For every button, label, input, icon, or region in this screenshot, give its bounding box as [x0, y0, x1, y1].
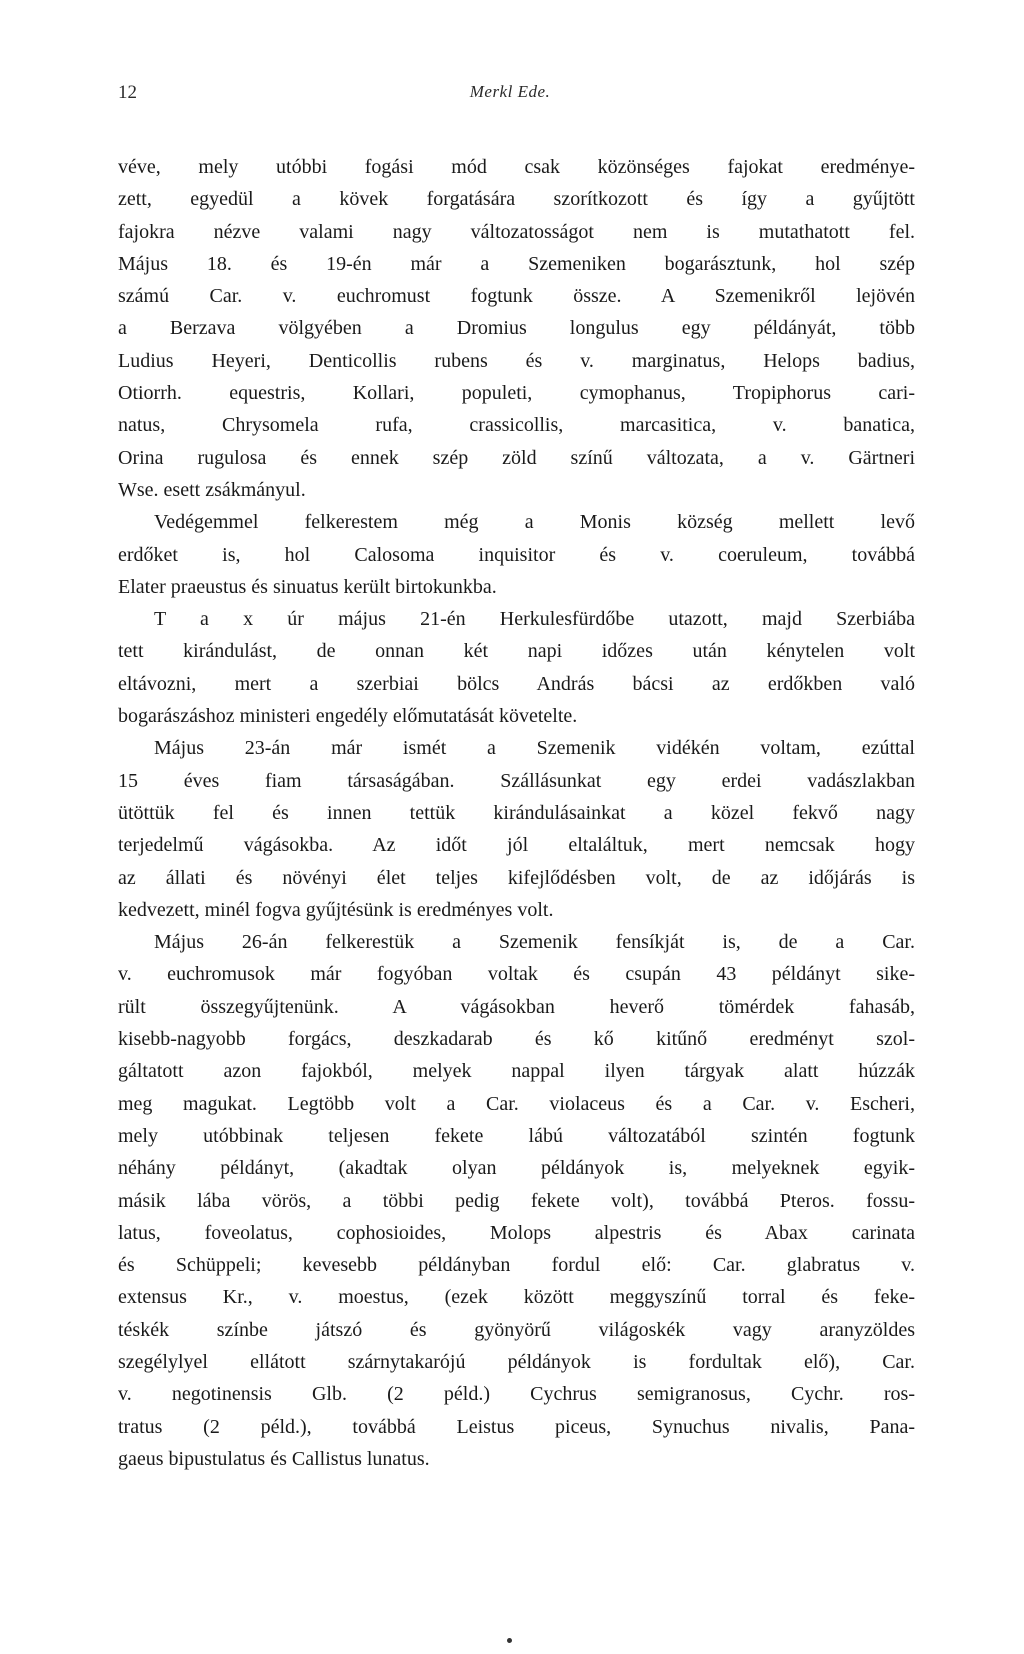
text-line: Orina rugulosa és ennek szép zöld színű változata, a v. Gärtneri — [118, 446, 915, 469]
text-line: v. negotinensis Glb. (2 péld.) Cychrus semigranosus, Cychr. ros- — [118, 1383, 915, 1406]
text-line: meg magukat. Legtöbb volt a Car. violaceus és a Car. v. Escheri, — [118, 1092, 915, 1115]
print-speck — [507, 1638, 512, 1643]
text-line: másik lába vörös, a többi pedig fekete volt), továbbá Pteros. fossu- — [118, 1189, 915, 1212]
text-line: Ludius Heyeri, Denticollis rubens és v. marginatus, Helops badius, — [118, 349, 915, 372]
text-line: terjedelmű vágásokba. Az időt jól eltaláltuk, mert nemcsak hogy — [118, 834, 915, 857]
text-line: kisebb-nagyobb forgács, deszkadarab és kő kitűnő eredményt szol- — [118, 1028, 915, 1051]
text-line: a Berzava völgyében a Dromius longulus egy példányát, több — [118, 317, 915, 340]
text-line: natus, Chrysomela rufa, crassicollis, marcasitica, v. banatica, — [118, 414, 915, 437]
text-line: gaeus bipustulatus és Callistus lunatus. — [118, 1447, 430, 1470]
text-line: zett, egyedül a kövek forgatására szorítkozott és így a gyűjtött — [118, 188, 915, 211]
text-line: bogarászáshoz ministeri engedély előmutatását követelte. — [118, 705, 578, 728]
text-line: számú Car. v. euchromust fogtunk össze. A Szemenikről lejövén — [118, 285, 915, 308]
text-line: v. euchromusok már fogyóban voltak és csupán 43 példányt sike- — [118, 963, 915, 986]
text-line: gáltatott azon fajokból, melyek nappal ilyen tárgyak alatt húzzák — [118, 1060, 915, 1083]
text-line: latus, foveolatus, cophosioides, Molops alpestris és Abax carinata — [118, 1221, 915, 1244]
text-line: és Schüppeli; kevesebb példányban fordul elő: Car. glabratus v. — [118, 1254, 915, 1277]
text-line: T a x úr május 21-én Herkulesfürdőbe utazott, majd Szerbiába — [154, 608, 915, 631]
text-line: Május 23-án már ismét a Szemenik vidékén voltam, ezúttal — [154, 737, 915, 760]
text-line: Vedégemmel felkerestem még a Monis község mellett levő — [154, 511, 915, 534]
text-line: szegélylyel ellátott szárnytakarójú példányok is fordultak elő), Car. — [118, 1350, 915, 1373]
text-line: téskék színbe játszó és gyönyörű világoskék vagy aranyzöldes — [118, 1318, 915, 1341]
text-line: véve, mely utóbbi fogási mód csak közönséges fajokat eredménye- — [118, 156, 915, 178]
text-line: kedvezett, minél fogva gyűjtésünk is eredményes volt. — [118, 898, 554, 921]
page-number: 12 — [118, 82, 137, 103]
text-line: 15 éves fiam társaságában. Szállásunkat egy erdei vadászlakban — [118, 769, 915, 792]
text-line: néhány példányt, (akadtak olyan példányok is, melyeknek egyik- — [118, 1157, 915, 1180]
text-line: Elater praeustus és sinuatus került birtokunkba. — [118, 575, 497, 598]
running-head — [118, 82, 902, 112]
body-text — [118, 151, 915, 1475]
text-line: Otiorrh. equestris, Kollari, populeti, cymophanus, Tropiphorus cari- — [118, 382, 915, 405]
text-line: ütöttük fel és innen tettük kirándulásainkat a közel fekvő nagy — [118, 801, 915, 824]
text-line: tett kirándulást, de onnan két napi időzes után kénytelen volt — [118, 640, 915, 663]
text-line: Május 18. és 19-én már a Szemeniken bogarásztunk, hol szép — [118, 252, 915, 275]
text-line: az állati és növényi élet teljes kifejlődésben volt, de az időjárás is — [118, 866, 915, 889]
text-line: Wse. esett zsákmányul. — [118, 478, 306, 501]
text-line: extensus Kr., v. moestus, (ezek között meggyszínű torral és feke- — [118, 1286, 915, 1309]
text-line: erdőket is, hol Calosoma inquisitor és v. coeruleum, továbbá — [118, 543, 915, 566]
text-line: Május 26-án felkerestük a Szemenik fensíkját is, de a Car. — [154, 931, 915, 954]
running-title: Merkl Ede. — [469, 82, 551, 101]
text-line: eltávozni, mert a szerbiai bölcs András bácsi az erdőkben való — [118, 672, 915, 695]
text-line: rült összegyűjtenünk. A vágásokban heverő tömérdek fahasáb, — [118, 995, 915, 1018]
text-line: fajokra nézve valami nagy változatosságot nem is mutathatott fel. — [118, 220, 915, 243]
text-line: mely utóbbinak teljesen fekete lábú változatából szintén fogtunk — [118, 1124, 915, 1147]
text-line: tratus (2 péld.), továbbá Leistus piceus, Synuchus nivalis, Pana- — [118, 1415, 915, 1438]
